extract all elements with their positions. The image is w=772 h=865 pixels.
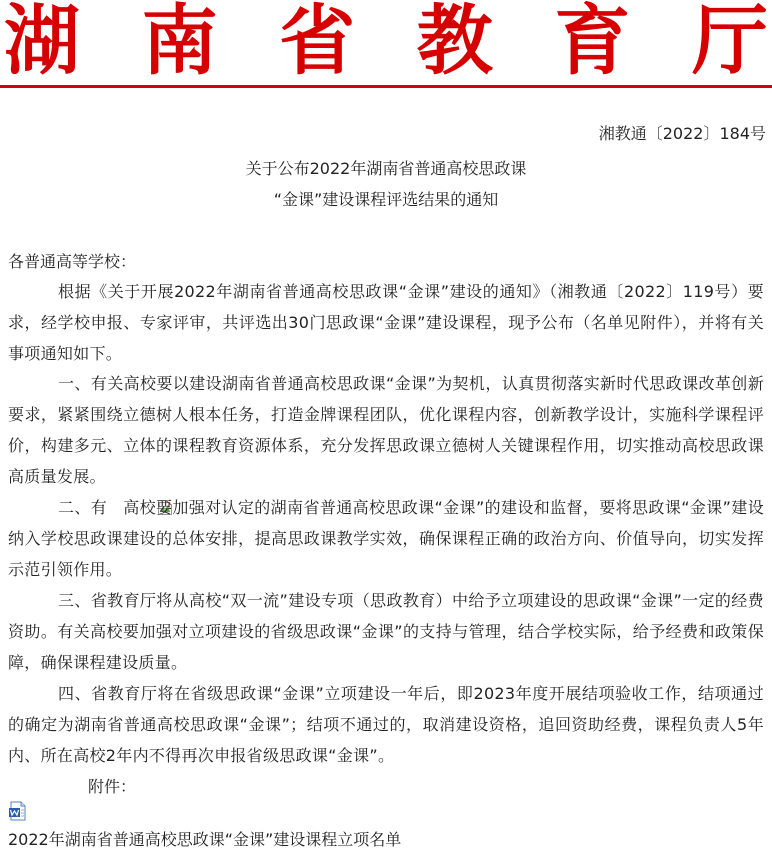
- letterhead-char: 育: [554, 0, 631, 85]
- letterhead-char: 南: [141, 0, 218, 85]
- word-document-icon[interactable]: [8, 801, 28, 821]
- paragraph-item-4: 四、省教育厅将在省级思政课“金课”立项建设一年后，即2023年度开展结项验收工作，结项通过的确定为湖南省普通高校思政课“金课”；结项不通过的，取消建设资格，追回资助经费，课程负责人5年内、所在高校2年内不得再次申报省级思政课“金课”。: [8, 684, 764, 765]
- paragraph-item-3: 三、省教育厅将从高校“双一流”建设专项（思政教育）中给予立项建设的思政课“金课”一定的经费资助。有关高校要加强对立项建设的省级思政课“金课”的支持与管理，结合学校实际，给予经费和政策保障，确保课程建设质量。: [8, 591, 764, 672]
- notice-title-line-2: “金课”建设课程评选结果的通知: [273, 190, 499, 209]
- broken-image-icon: [108, 494, 122, 509]
- salutation: 各普通高等学校：: [8, 252, 137, 271]
- notice-title-line-1: 关于公布2022年湖南省普通高校思政课: [245, 159, 527, 178]
- letterhead: [0, 0, 772, 92]
- letterhead-char: 湖: [4, 0, 80, 85]
- attachment-link[interactable]: 2022年湖南省普通高校思政课“金课”建设课程立项名单: [8, 830, 402, 849]
- paragraph-item-2: [8, 492, 764, 585]
- document-number: 湘教通〔2022〕184号: [598, 124, 766, 143]
- paragraph-intro: 根据《关于开展2022年湖南省普通高校思政课“金课”建设的通知》（湘教通〔2022〕119号）要求，经学校申报、专家评审，共评选出30门思政课“金课”建设课程，现予公布（名单见附件），并将有关事项通知如下。: [8, 282, 764, 363]
- letterhead-char: 厅: [691, 0, 768, 85]
- letterhead-title: [4, 0, 768, 85]
- paragraph-item-2-start: 二、有: [58, 498, 108, 517]
- letterhead-char: 省: [279, 0, 356, 85]
- paragraph-item-2-rest: 高校要加强对认定的湖南省普通高校思政课“金课”的建设和监督，要将思政课“金课”建设纳入学校思政课建设的总体安排，提高思政课教学实效，确保课程正确的政治方向、价值导向，切实发挥示范引领作用。: [8, 498, 764, 579]
- letterhead-red-rule: [0, 85, 772, 88]
- letterhead-char: 教: [416, 0, 493, 85]
- attachment-label: 附件：: [88, 777, 137, 796]
- paragraph-item-1: 一、有关高校要以建设湖南省普通高校思政课“金课”为契机，认真贯彻落实新时代思政课改革创新要求，紧紧围绕立德树人根本任务，打造金牌课程团队，优化课程内容，创新教学设计，实施科学课程评价，构建多元、立体的课程教育资源体系，充分发挥思政课立德树人关键课程作用，切实推动高校思政课高质量发展。: [8, 374, 764, 486]
